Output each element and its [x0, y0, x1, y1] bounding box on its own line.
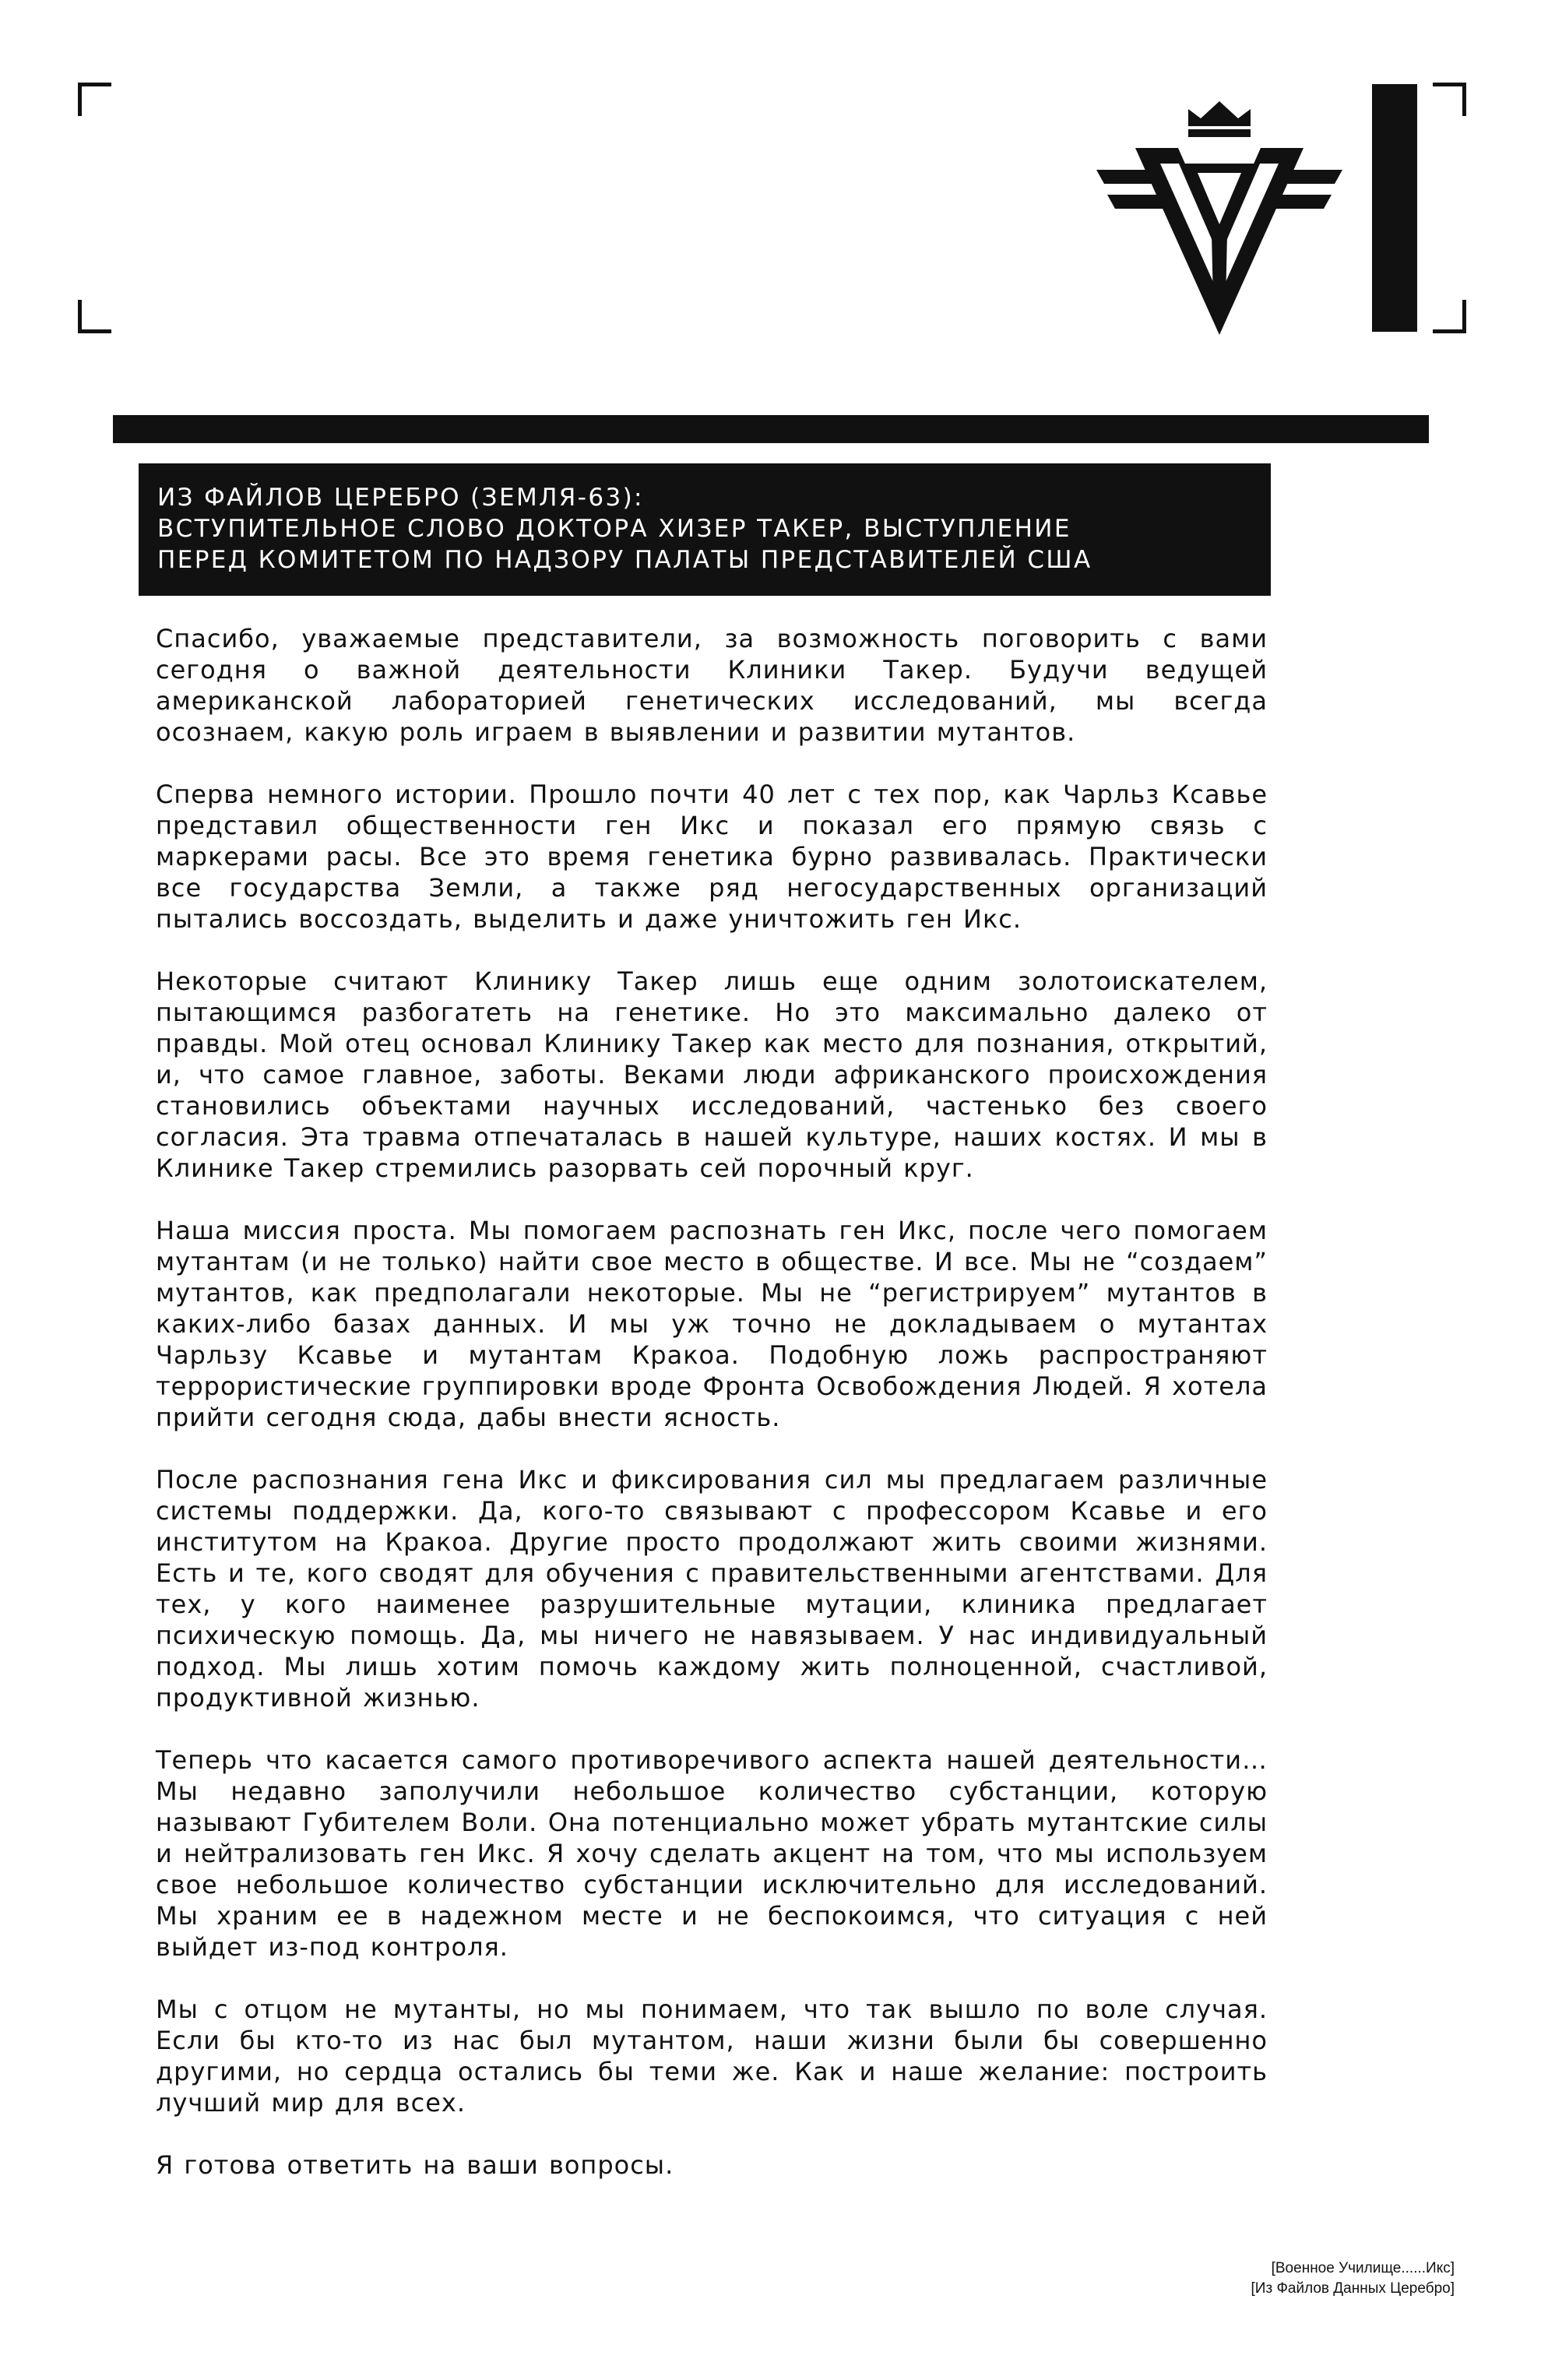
footer-line-1: [Военное Училище......Икс]: [1271, 2260, 1455, 2276]
logo-side-bar: [1372, 84, 1417, 332]
paragraph: Спасибо, уважаемые представители, за возможность поговорить с вами сегодня о важной деятельности Клиники Такер. Будучи ведущей американской лабораторией генетических исследований, мы всегда осознаем, какую роль играем в выявлении и развитии мутантов.: [156, 624, 1268, 747]
paragraph: Мы с отцом не мутанты, но мы понимаем, что так вышло по воле случая. Если бы кто-то из нас был мутантом, наши жизни были бы совершенно другими, но сердца остались бы теми же. Как и наше желание: построить лучший мир для всех.: [156, 1994, 1268, 2118]
document-body: [156, 623, 1268, 2212]
header-line-2: ВСТУПИТЕЛЬНОЕ СЛОВО ДОКТОРА ХИЗЕР ТАКЕР, ВЫСТУПЛЕНИЕ: [157, 515, 1071, 543]
crown-icon: [1188, 101, 1251, 126]
paragraph: Я готова ответить на ваши вопросы.: [156, 2150, 674, 2180]
cerebro-emblem-icon: [1096, 78, 1342, 335]
paragraph: Наша миссия проста. Мы помогаем распознать ген Икс, после чего помогаем мутантам (и не только) найти свое место в обществе. И все. Мы не “создаем” мутантов, как предполагали некоторые. Мы не “регистрируем” мутантов в каких-либо базах данных. И мы уж точно не докладываем о мутантах Чарльзу Ксавье и мутантам Кракоа. Подобную ложь распространяют террористические группировки вроде Фронта Освобождения Людей. Я хотела прийти сегодня сюда, дабы внести ясность.: [156, 1216, 1268, 1432]
footer-credits: [1251, 2259, 1455, 2299]
paragraph: Сперва немного истории. Прошло почти 40 лет с тех пор, как Чарльз Ксавье представил общественности ген Икс и показал его прямую связь с маркерами расы. Все это время генетика бурно развивалась. Практически все государства Земли, а также ряд негосударственных организаций пытались воссоздать, выделить и даже уничтожить ген Икс.: [156, 780, 1268, 934]
footer-line-2: [Из Файлов Данных Церебро]: [1251, 2280, 1455, 2297]
paragraph: Некоторые считают Клинику Такер лишь еще одним золотоискателем, пытающимся разбогатеть на генетике. Но это максимально далеко от правды. Мой отец основал Клинику Такер как место для познания, открытий, и, что самое главное, заботы. Веками люди африканского происхождения становились объектами научных исследований, частенько без своего согласия. Эта травма отпечаталась в нашей культуре, наших костях. И мы в Клинике Такер стремились разорвать сей порочный круг.: [156, 966, 1268, 1183]
corner-bracket-top-left: [78, 83, 111, 116]
header-line-3: ПЕРЕД КОМИТЕТОМ ПО НАДЗОРУ ПАЛАТЫ ПРЕДСТАВИТЕЛЕЙ США: [157, 546, 1092, 574]
corner-bracket-bottom-right: [1433, 300, 1466, 333]
corner-bracket-top-right: [1433, 83, 1466, 116]
document-header: [139, 463, 1271, 596]
paragraph: Теперь что касается самого противоречивого аспекта нашей деятельности… Мы недавно заполучили небольшое количество субстанции, которую называют Губителем Воли. Она потенциально может убрать мутантские силы и нейтрализовать ген Икс. Я хочу сделать акцент на том, что мы используем свое небольшое количество субстанции исключительно для исследований. Мы храним ее в надежном месте и не беспокоимся, что ситуация с ней выйдет из-под контроля.: [156, 1745, 1268, 1962]
header-line-1: ИЗ ФАЙЛОВ ЦЕРЕБРО (ЗЕМЛЯ-63):: [157, 484, 644, 512]
paragraph: После распознания гена Икс и фиксирования сил мы предлагаем различные системы поддержки. Да, кого-то связывают с профессором Ксавье и его институтом на Кракоа. Другие просто продолжают жить своими жизнями. Есть и те, кого сводят для обучения с правительственными агентствами. Для тех, у кого наименее разрушительные мутации, клиника предлагает психическую помощь. Да, мы ничего не навязываем. У нас индивидуальный подход. Мы лишь хотим помочь каждому жить полноценной, счастливой, продуктивной жизнью.: [156, 1465, 1268, 1713]
corner-bracket-bottom-left: [78, 300, 111, 333]
header-rule: [113, 415, 1429, 443]
